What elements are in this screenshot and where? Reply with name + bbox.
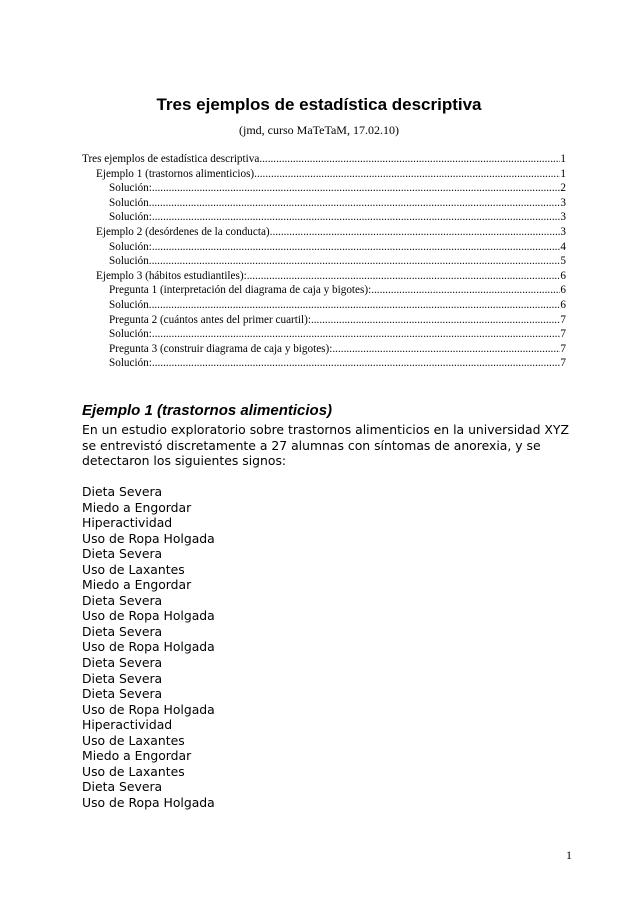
toc-entry-label: Pregunta 1 (interpretación del diagrama de caja y bigotes): (109, 284, 372, 297)
section-heading: Ejemplo 1 (trastornos alimenticios) (82, 402, 333, 419)
toc-entry-page: 7 (560, 313, 566, 326)
toc-dot-leader (332, 342, 560, 357)
toc-entry[interactable] (82, 342, 566, 357)
toc-dot-leader (259, 152, 560, 167)
sign-item: Dieta Severa (82, 484, 163, 499)
document-title: Tres ejemplos de estadística descriptiva (156, 95, 482, 114)
toc-entry-page: 2 (560, 182, 566, 195)
toc-dot-leader (152, 240, 561, 255)
signs-list (82, 484, 215, 810)
section-intro: En un estudio exploratorio sobre trastornos alimenticios en la universidad XYZ se entrevistó discretamente a 27 alumnas con síntomas de anorexia, y se detectaron los siguientes signos: (82, 422, 569, 469)
toc-entry[interactable] (82, 196, 566, 211)
sign-item: Dieta Severa (82, 655, 163, 671)
sign-item: Uso de Ropa Holgada (82, 530, 215, 546)
page-number: 1 (566, 848, 572, 862)
toc-entry-page: 1 (560, 153, 566, 165)
toc-entry-page: 7 (560, 342, 566, 355)
sign-item: Uso de Ropa Holgada (82, 639, 215, 655)
toc-entry-label: Ejemplo 3 (hábitos estudiantiles): (96, 269, 247, 282)
toc-entry-label: Solución: (109, 211, 152, 224)
sign-item: Miedo a Engordar (82, 499, 192, 515)
toc-entry-page: 3 (560, 225, 566, 238)
toc-entry-page: 4 (560, 240, 566, 253)
toc-entry-label: Solución: (109, 240, 152, 253)
table-of-contents (82, 152, 566, 371)
sign-item: Miedo a Engordar (82, 577, 192, 593)
toc-entry-label: Solución (109, 298, 149, 311)
toc-dot-leader (149, 298, 561, 313)
toc-entry-page: 6 (560, 298, 566, 311)
toc-entry-label: Ejemplo 2 (desórdenes de la conducta) (96, 225, 270, 238)
sign-item: Miedo a Engordar (82, 748, 192, 764)
toc-entry[interactable] (82, 269, 566, 284)
toc-entry-page: 7 (560, 357, 566, 370)
toc-entry-label: Solución: (109, 357, 152, 370)
toc-dot-leader (270, 225, 561, 240)
sign-item: Dieta Severa (82, 592, 163, 608)
toc-dot-leader (152, 327, 561, 342)
toc-entry[interactable] (82, 225, 566, 240)
toc-dot-leader (247, 269, 561, 284)
toc-entry[interactable] (82, 254, 566, 269)
toc-entry-label: Solución: (109, 328, 152, 341)
toc-entry-label: Tres ejemplos de estadística descriptiva (82, 153, 260, 165)
toc-entry[interactable] (82, 283, 566, 298)
toc-dot-leader (152, 181, 561, 196)
toc-entry-page: 6 (560, 269, 566, 282)
toc-entry[interactable] (82, 240, 566, 255)
toc-entry[interactable] (82, 167, 566, 182)
toc-dot-leader (152, 210, 561, 225)
toc-entry[interactable] (82, 327, 566, 342)
toc-dot-leader (371, 283, 560, 298)
toc-entry-label: Pregunta 2 (cuántos antes del primer cuartil): (109, 313, 311, 326)
toc-entry-page: 1 (560, 167, 566, 180)
sign-item: Dieta Severa (82, 779, 163, 795)
sign-item: Hiperactividad (82, 515, 173, 531)
toc-entry[interactable] (82, 356, 566, 371)
toc-entry-label: Solución (109, 196, 149, 209)
toc-dot-leader (149, 196, 561, 211)
toc-dot-leader (149, 254, 561, 269)
sign-item: Dieta Severa (82, 670, 163, 686)
toc-entry-page: 3 (560, 196, 566, 209)
toc-entry-label: Solución (109, 255, 149, 268)
sign-item: Dieta Severa (82, 623, 163, 639)
sign-item: Uso de Ropa Holgada (82, 794, 215, 810)
toc-entry[interactable] (82, 181, 566, 196)
toc-entry[interactable] (82, 298, 566, 313)
sign-item: Dieta Severa (82, 686, 163, 702)
toc-entry-page: 6 (560, 284, 566, 297)
sign-item: Uso de Laxantes (82, 763, 185, 779)
toc-entry-label: Ejemplo 1 (trastornos alimenticios) (96, 167, 255, 180)
toc-dot-leader (311, 313, 560, 328)
toc-entry-label: Solución: (109, 182, 152, 195)
toc-entry[interactable] (82, 152, 566, 167)
toc-entry[interactable] (82, 313, 566, 328)
sign-item: Uso de Ropa Holgada (82, 608, 215, 624)
sign-item: Uso de Ropa Holgada (82, 701, 215, 717)
toc-entry-label: Pregunta 3 (construir diagrama de caja y bigotes): (109, 342, 333, 355)
toc-entry-page: 5 (560, 255, 566, 268)
toc-dot-leader (254, 167, 560, 182)
sign-item: Dieta Severa (82, 546, 163, 562)
sign-item: Uso de Laxantes (82, 732, 185, 748)
toc-entry-page: 3 (560, 211, 566, 224)
toc-entry[interactable] (82, 210, 566, 225)
document-subtitle: (jmd, curso MaTeTaM, 17.02.10) (239, 123, 399, 137)
sign-item: Hiperactividad (82, 717, 173, 733)
toc-dot-leader (152, 356, 561, 371)
sign-item: Uso de Laxantes (82, 561, 185, 577)
toc-entry-page: 7 (560, 328, 566, 341)
